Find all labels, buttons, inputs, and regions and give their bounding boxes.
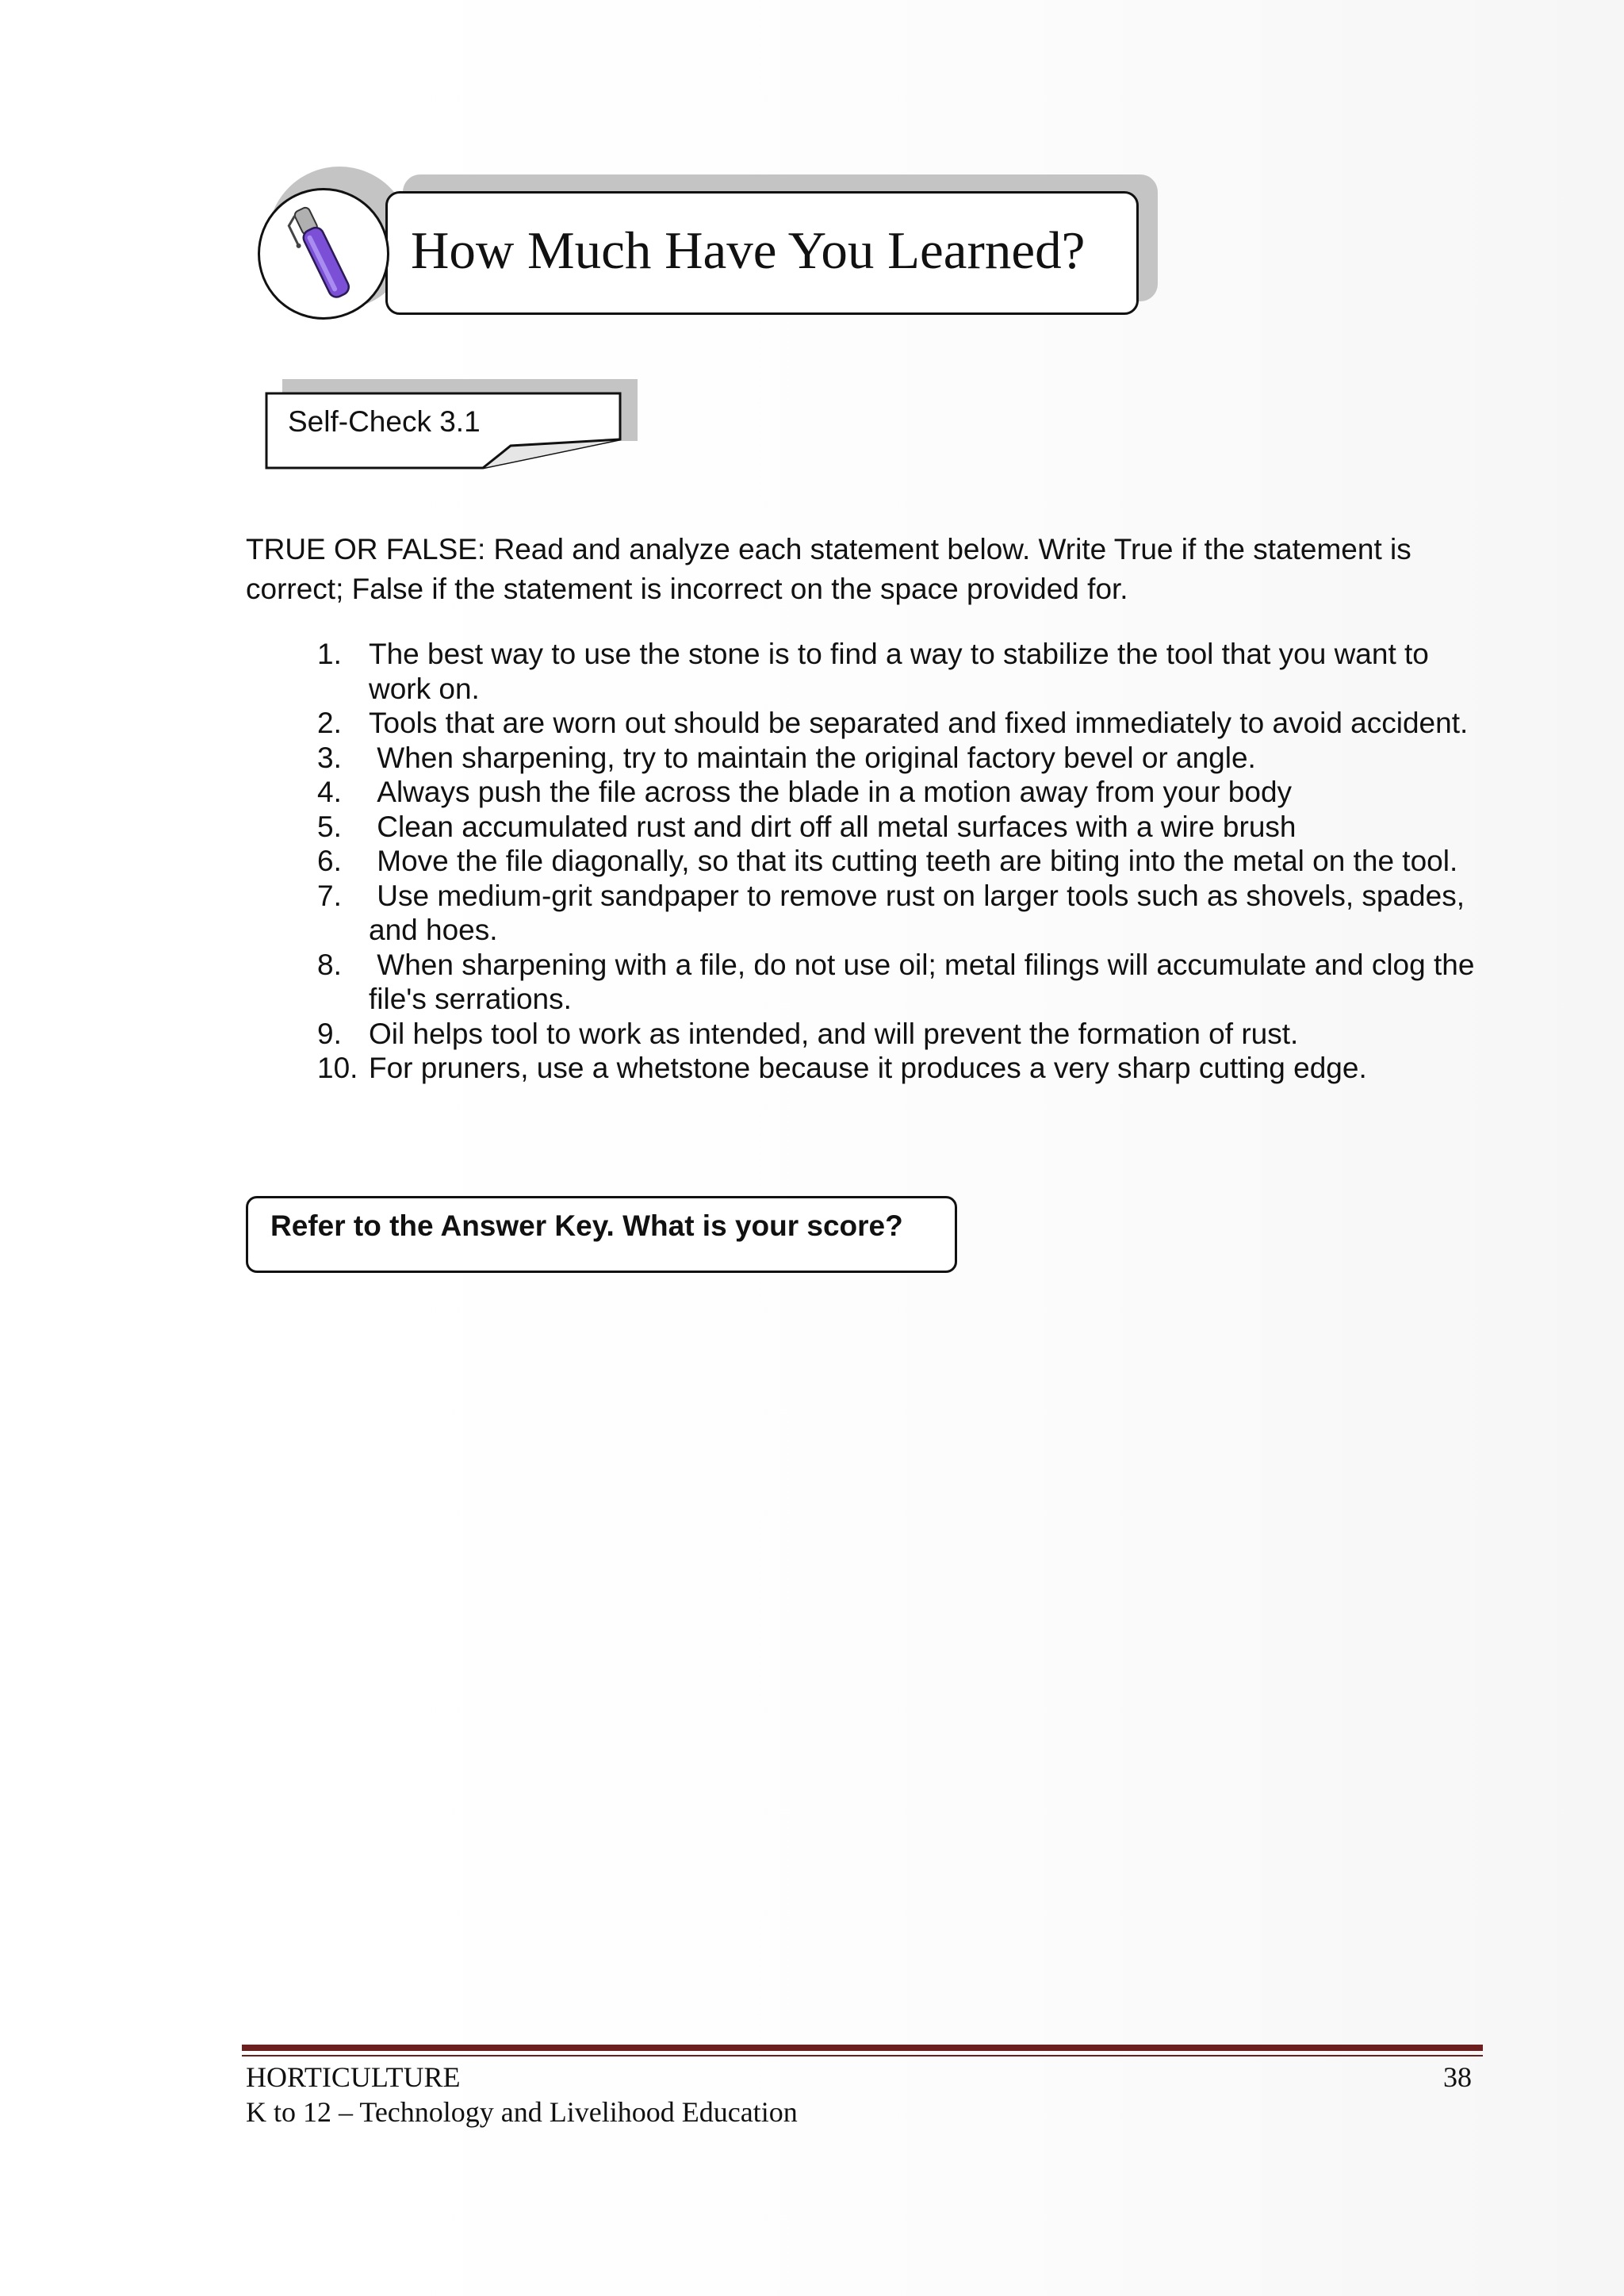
question-text: The best way to use the stone is to find a way to stabilize the tool that you want to work on. — [369, 638, 1429, 705]
list-item — [317, 948, 1483, 1017]
question-number: 10. — [317, 1052, 358, 1084]
icon-circle — [258, 188, 389, 320]
question-text: Tools that are worn out should be separated and fixed immediately to avoid accident. — [369, 707, 1469, 739]
footer-rule-thin — [242, 2055, 1483, 2056]
question-number: 7. — [317, 879, 342, 912]
list-item — [317, 879, 1475, 948]
list-item — [317, 1017, 1475, 1052]
question-text: Clean accumulated rust and dirt off all metal surfaces with a wire brush — [369, 810, 1297, 843]
self-check-label: Self-Check 3.1 — [288, 405, 481, 438]
list-item — [317, 1051, 1475, 1086]
list-item — [317, 637, 1475, 706]
question-text: Oil helps tool to work as intended, and will prevent the formation of rust. — [369, 1017, 1299, 1050]
list-item — [317, 741, 1475, 776]
footer-rule — [242, 2045, 1483, 2051]
question-number: 8. — [317, 948, 342, 981]
list-item — [317, 775, 1475, 810]
question-text: When sharpening with a file, do not use oil; metal filings will accumulate and clog the file's serrations. — [369, 948, 1483, 1015]
page-background-shade — [357, 0, 1624, 2296]
question-text: Move the file diagonally, so that its cutting teeth are biting into the metal on the tool. — [369, 845, 1458, 877]
list-item — [317, 810, 1475, 845]
question-number: 4. — [317, 776, 342, 808]
question-number: 1. — [317, 638, 342, 670]
question-text: Use medium-grit sandpaper to remove rust on larger tools such as shovels, spades, and hoes. — [369, 879, 1473, 946]
question-number: 6. — [317, 845, 342, 877]
list-item — [317, 844, 1475, 879]
question-number: 5. — [317, 810, 342, 843]
instructions-text: TRUE OR FALSE: Read and analyze each statement below. Write True if the statement is correct; False if the statement is incorrect on the space provided for. — [246, 533, 1411, 605]
footer-course: K to 12 – Technology and Livelihood Education — [246, 2096, 798, 2128]
question-number: 2. — [317, 707, 342, 739]
question-text: When sharpening, try to maintain the original factory bevel or angle. — [369, 741, 1256, 774]
answer-key-prompt: Refer to the Answer Key. What is your score? — [270, 1209, 903, 1242]
question-list — [317, 637, 1483, 1086]
question-number: 3. — [317, 741, 342, 774]
pen-icon — [260, 190, 387, 317]
page-title: How Much Have You Learned? — [411, 221, 1086, 280]
question-text: Always push the file across the blade in a motion away from your body — [369, 776, 1293, 808]
list-item — [317, 706, 1475, 741]
footer-subject: HORTICULTURE — [246, 2061, 461, 2093]
question-number: 9. — [317, 1017, 342, 1050]
question-text: For pruners, use a whetstone because it produces a very sharp cutting edge. — [369, 1052, 1367, 1084]
page-number: 38 — [1443, 2061, 1472, 2093]
